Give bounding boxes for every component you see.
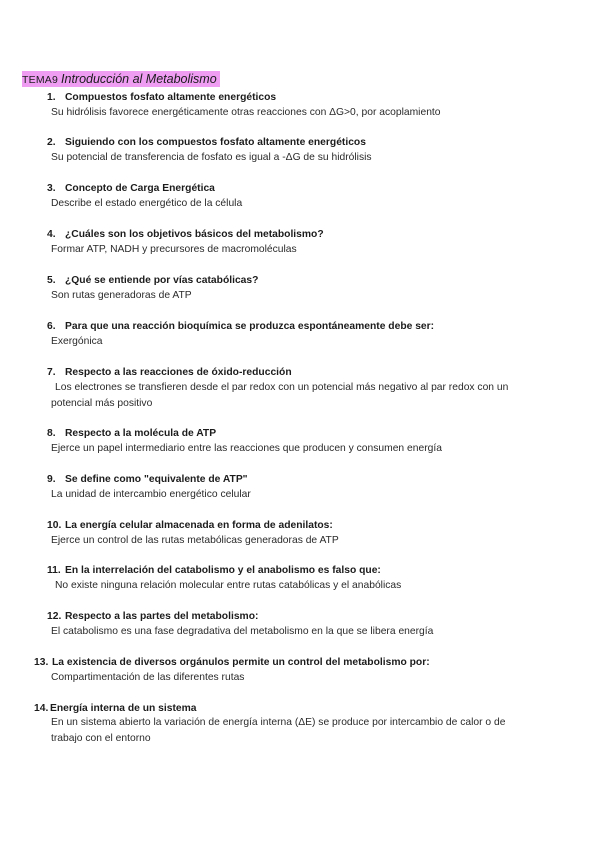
question-text: Energía interna de un sistema <box>50 703 197 714</box>
answer-text: En un sistema abierto la variación de energía interna (ΔE) se produce por intercambio de calor o de trabajo con el entorno <box>51 717 506 744</box>
question-number: 7. <box>47 367 56 378</box>
question <box>47 274 258 288</box>
question <box>47 366 292 380</box>
answer-text: Su hidrólisis favorece energéticamente otras reacciones con ΔG>0, por acoplamiento <box>51 107 441 118</box>
answer-text: Ejerce un control de las rutas metabólicas generadoras de ATP <box>51 535 339 546</box>
question <box>47 427 216 441</box>
question <box>34 702 197 716</box>
question-number: 9. <box>47 474 56 485</box>
question-text: Siguiendo con los compuestos fosfato altamente energéticos <box>65 137 366 148</box>
question-number: 12. <box>47 611 62 622</box>
question <box>47 320 434 334</box>
question-number: 8. <box>47 428 56 439</box>
answer-text: Formar ATP, NADH y precursores de macromoléculas <box>51 244 297 255</box>
answer-text: Ejerce un papel intermediario entre las reacciones que producen y consumen energía <box>51 443 442 454</box>
question-number: 4. <box>47 229 56 240</box>
question-number: 6. <box>47 321 56 332</box>
answer-text: Los electrones se transfieren desde el par redox con un potencial más negativo al par redox con un potencial más positivo <box>51 382 509 409</box>
topic-title: Introducción al Metabolismo <box>61 72 217 86</box>
question-text: Respecto a las partes del metabolismo: <box>65 611 259 622</box>
answer-text: Son rutas generadoras de ATP <box>51 290 192 301</box>
question-number: 1. <box>47 92 56 103</box>
question-text: Respecto a las reacciones de óxido-reducción <box>65 367 292 378</box>
question-text: Compuestos fosfato altamente energéticos <box>65 92 277 103</box>
question-text: ¿Cuáles son los objetivos básicos del metabolismo? <box>65 229 324 240</box>
question-text: ¿Qué se entiende por vías catabólicas? <box>65 275 259 286</box>
question-text: La existencia de diversos orgánulos permite un control del metabolismo por: <box>52 657 430 668</box>
question-text: Concepto de Carga Energética <box>65 183 215 194</box>
question-text: Respecto a la molécula de ATP <box>65 428 217 439</box>
question <box>34 656 430 670</box>
question-text: Se define como "equivalente de ATP" <box>65 474 248 485</box>
topic-number: TEMA9 <box>22 74 59 86</box>
question-text: Para que una reacción bioquímica se produzca espontáneamente debe ser: <box>65 321 435 332</box>
answer-text: Exergónica <box>51 336 103 347</box>
question-number: 5. <box>47 275 56 286</box>
topic-header <box>22 71 220 87</box>
question <box>47 610 258 624</box>
question-number: 2. <box>47 137 56 148</box>
question <box>47 519 333 533</box>
question-number: 14. <box>34 703 49 714</box>
answer-text: Compartimentación de las diferentes rutas <box>51 672 245 683</box>
question <box>47 91 276 105</box>
question <box>47 564 381 578</box>
question <box>47 182 215 196</box>
answer-text: El catabolismo es una fase degradativa del metabolismo en la que se libera energía <box>51 626 434 637</box>
question <box>47 136 366 150</box>
answer-text: No existe ninguna relación molecular entre rutas catabólicas y el anabólicas <box>55 580 402 591</box>
question-number: 3. <box>47 183 56 194</box>
question-number: 11. <box>47 565 61 576</box>
question <box>47 473 248 487</box>
answer-text: Su potencial de transferencia de fosfato es igual a -ΔG de su hidrólisis <box>51 152 372 163</box>
question-number: 13. <box>34 657 49 668</box>
question-number: 10. <box>47 520 62 531</box>
answer-text: Describe el estado energético de la célula <box>51 198 243 209</box>
question-text: En la interrelación del catabolismo y el anabolismo es falso que: <box>65 565 381 576</box>
answer-text: La unidad de intercambio energético celular <box>51 489 251 500</box>
question-text: La energía celular almacenada en forma de adenilatos: <box>65 520 333 531</box>
question <box>47 228 324 242</box>
